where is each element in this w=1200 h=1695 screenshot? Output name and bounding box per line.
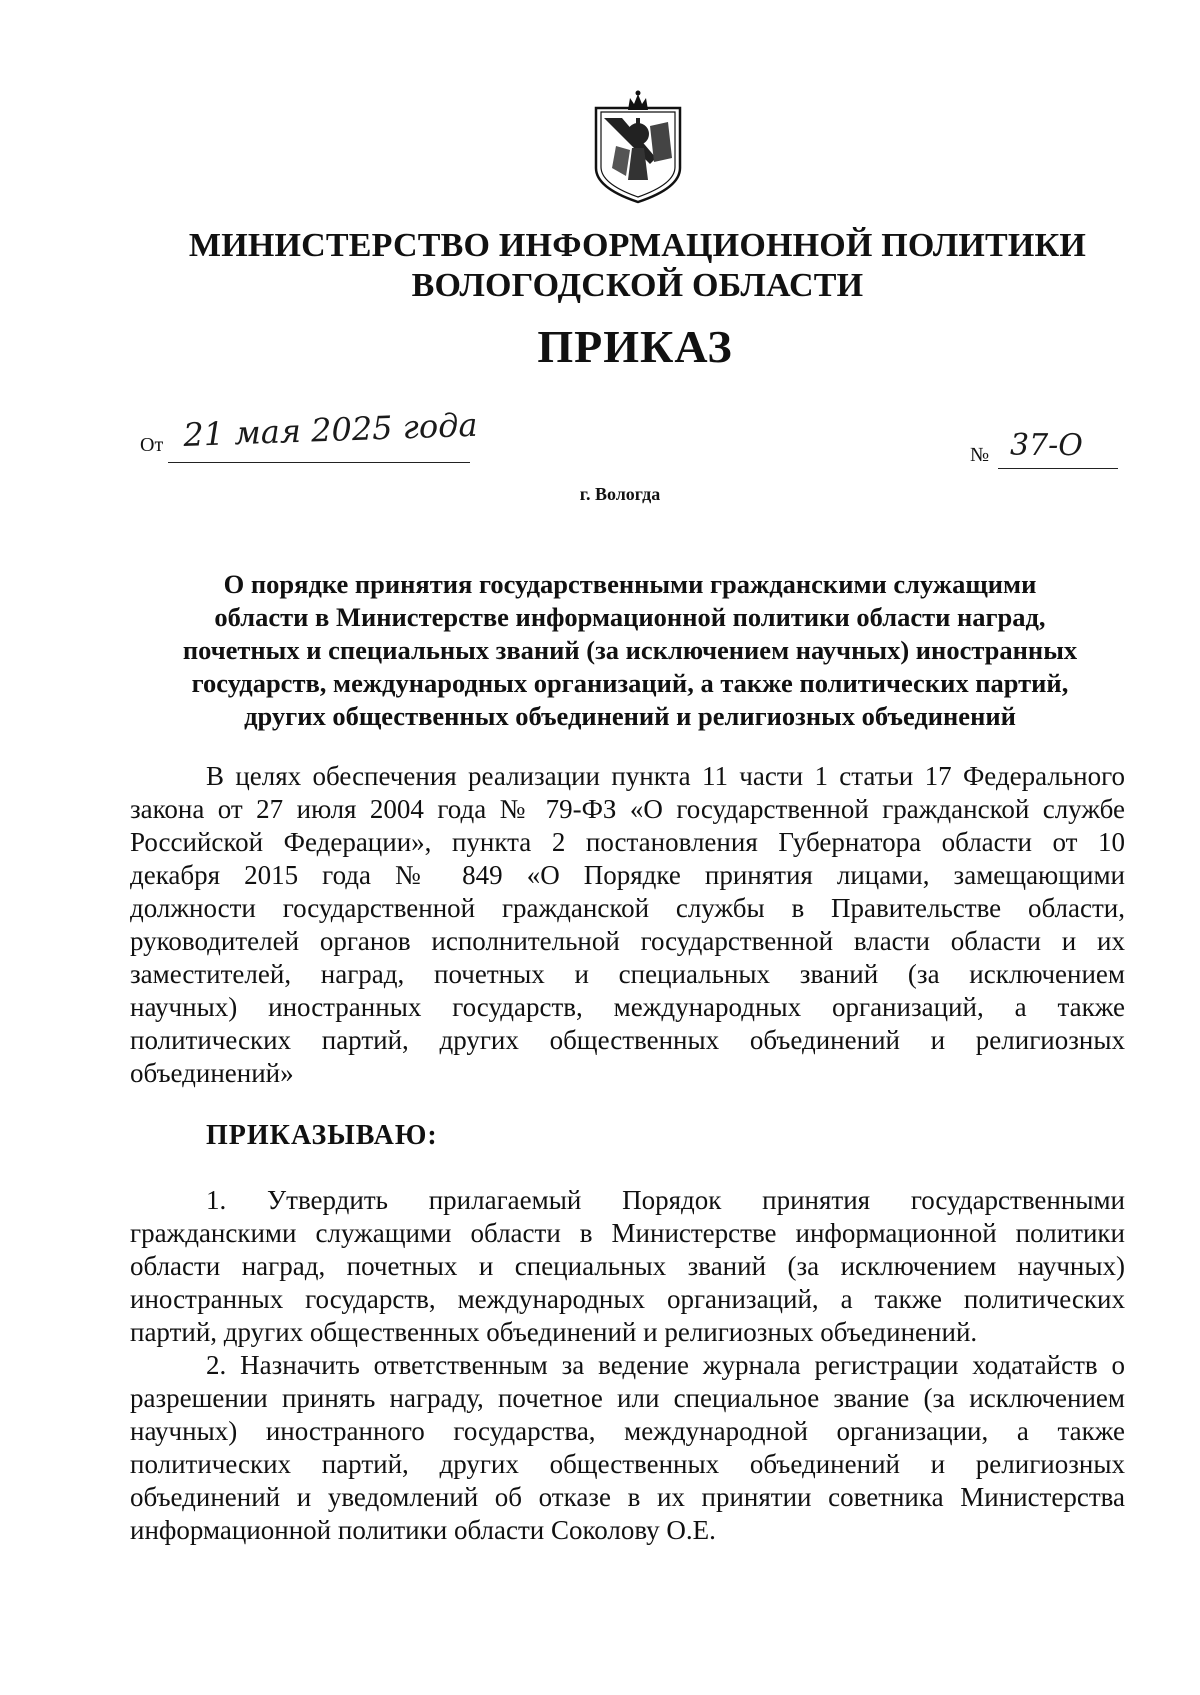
number-field [970,428,1120,468]
text-line: должности государственной гражданской службы в Правительстве области, [130,893,1125,923]
text-line: объединений» [130,1058,294,1088]
text-line: закона от 27 июля 2004 года № 79-ФЗ «О государственной гражданской службе [130,794,1125,824]
date-field [140,405,479,460]
city: г. Вологда [579,484,661,504]
number-underline [998,468,1118,469]
text-line: 2. Назначить ответственным за ведение журнала регистрации ходатайств о [206,1350,1125,1380]
text-line: области наград, почетных и специальных званий (за исключением научных) [130,1251,1125,1281]
date-prefix: От [140,434,164,456]
date-underline [168,462,470,463]
order-item-1 [130,1184,1125,1349]
document-type-title: ПРИКАЗ [537,321,733,372]
text-line: В целях обеспечения реализации пункта 11 части 1 статьи 17 Федерального [206,761,1125,791]
subject-line: других общественных объединений и религиозных объединений [244,701,1016,731]
subject-line: О порядке принятия государственными гражданскими служащими [223,569,1037,599]
ministry-name [0,226,1200,306]
ministry-line-2: ВОЛОГОДСКОЙ ОБЛАСТИ [411,267,864,304]
handwritten-number: 37-О [1010,428,1083,463]
text-line: партий, других общественных объединений и религиозных объединений. [130,1317,978,1347]
text-line: объединений и уведомлений об отказе в их принятии советника Министерства [130,1482,1125,1512]
text-line: политических партий, других общественных объединений и религиозных [130,1025,1125,1055]
text-line: политических партий, других общественных объединений и религиозных [130,1449,1125,1479]
text-line: научных) иностранного государства, международной организации, а также [130,1416,1125,1446]
text-line: заместителей, наград, почетных и специальных званий (за исключением [130,959,1125,989]
ministry-line-1: МИНИСТЕРСТВО ИНФОРМАЦИОННОЙ ПОЛИТИКИ [188,227,1087,264]
order-subject [130,568,1130,733]
subject-line: почетных и специальных званий (за исключением научных) иностранных [182,635,1078,665]
text-line: Российской Федерации», пункта 2 постановления Губернатора области от 10 [130,827,1125,857]
order-word: ПРИКАЗЫВАЮ: [206,1120,438,1151]
order-item-2 [130,1349,1125,1547]
number-prefix: № [970,444,990,466]
text-line: иностранных государств, международных организаций, а также политических [130,1284,1125,1314]
text-line: руководителей органов исполнительной государственной власти области и их [130,926,1125,956]
preamble-paragraph [130,760,1125,1090]
subject-line: области в Министерстве информационной политики области наград, [214,602,1046,632]
vologda-coat-of-arms-icon [592,88,684,206]
text-line: 1. Утвердить прилагаемый Порядок принятия государственными [206,1185,1125,1215]
text-line: гражданскими служащими области в Министерстве информационной политики [130,1218,1125,1248]
text-line: научных) иностранных государств, международных организаций, а также [130,992,1125,1022]
text-line: декабря 2015 года № 849 «О Порядке принятия лицами, замещающими [130,860,1125,890]
text-line: информационной политики области Соколову О.Е. [130,1515,716,1545]
subject-line: государств, международных организаций, а также политических партий, [191,668,1069,698]
text-line: разрешении принять награду, почетное или специальное звание (за исключением [130,1383,1125,1413]
handwritten-date: 21 мая 2025 года [182,405,479,454]
